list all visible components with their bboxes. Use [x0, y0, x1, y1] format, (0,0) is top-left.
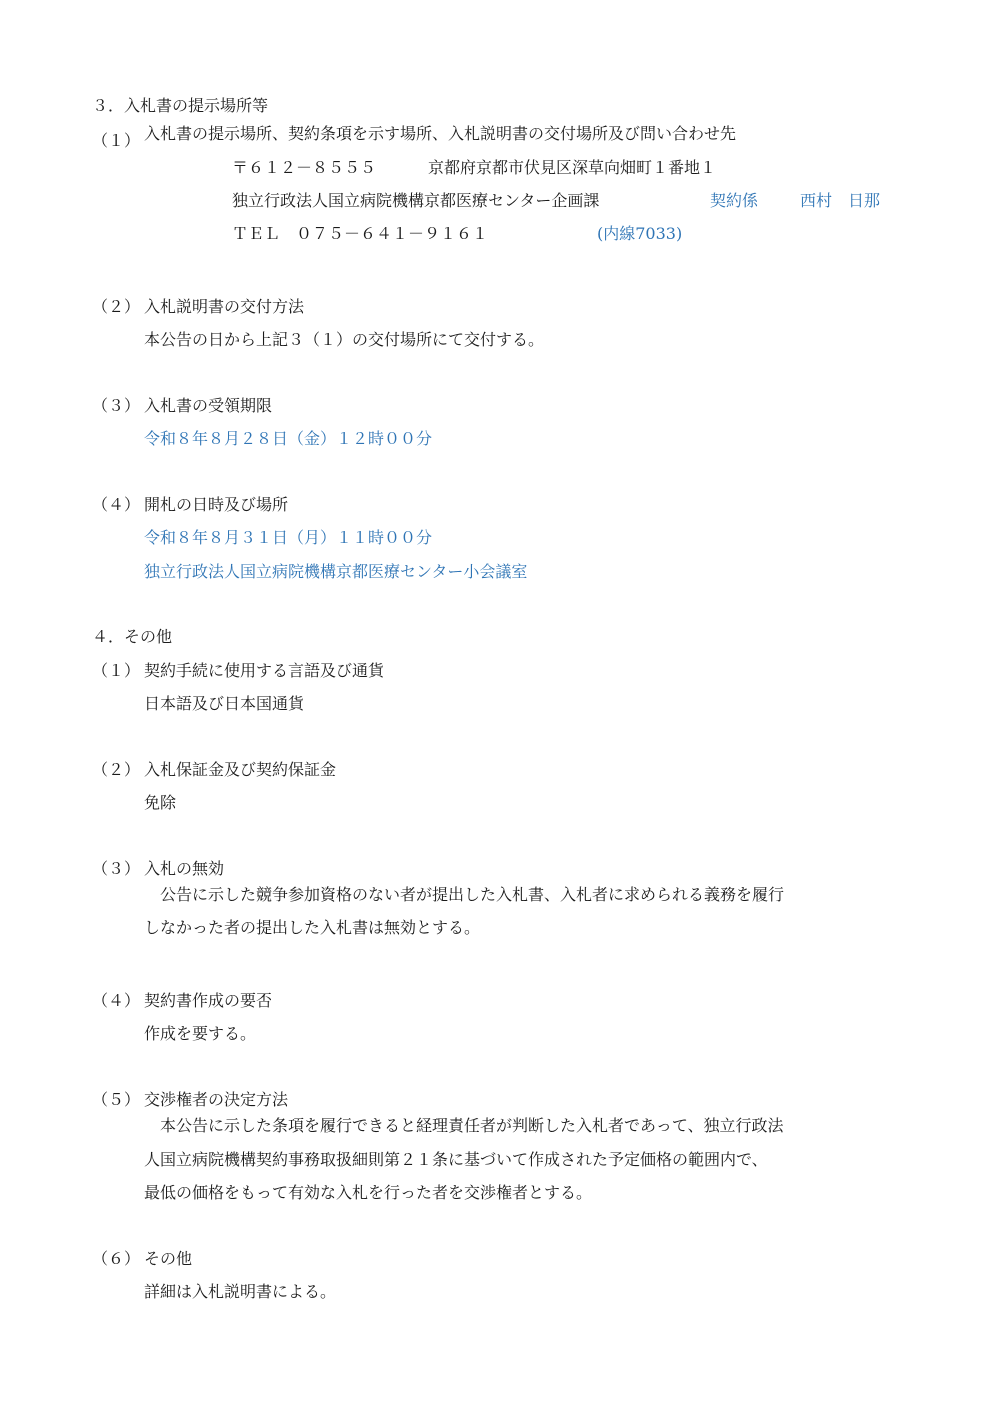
item-4-1-body: 日本語及び日本国通貨 — [144, 694, 305, 713]
address: 京都府京都市伏見区深草向畑町１番地１ — [428, 158, 717, 177]
item-4-4-label: （４） — [92, 991, 141, 1010]
item-4-2-title: 入札保証金及び契約保証金 — [144, 760, 337, 779]
item-4-3-line2: しなかった者の提出した入札書は無効とする。 — [144, 918, 481, 937]
telephone: ＴＥＬ ０７５－６４１－９１６１ — [232, 224, 489, 243]
contact-person: 西村 日那 — [800, 191, 881, 210]
item-3-1-title: 入札書の提示場所、契約条項を示す場所、入札説明書の交付場所及び問い合わせ先 — [144, 124, 737, 143]
item-4-2-label: （２） — [92, 760, 141, 779]
postal-code: 〒６１２－８５５５ — [232, 158, 377, 177]
item-4-5-line2: 人国立病院機構契約事務取扱細則第２１条に基づいて作成された予定価格の範囲内で、 — [144, 1150, 768, 1169]
item-3-2-title: 入札説明書の交付方法 — [144, 297, 305, 316]
item-4-4-title: 契約書作成の要否 — [144, 991, 273, 1010]
item-3-4-title: 開札の日時及び場所 — [144, 495, 289, 514]
extension: (内線7033) — [597, 224, 683, 243]
item-4-6-body: 詳細は入札説明書による。 — [144, 1282, 337, 1301]
item-3-1-label: （１） — [92, 131, 141, 150]
deadline-datetime: 令和８年８月２８日（金）１２時００分 — [144, 429, 433, 448]
section-4-heading: ４．その他 — [92, 627, 173, 646]
item-4-1-title: 契約手続に使用する言語及び通貨 — [144, 661, 385, 680]
item-4-6-title: その他 — [144, 1249, 193, 1268]
item-4-3-line1: 公告に示した競争参加資格のない者が提出した入札書、入札者に求められる義務を履行 — [160, 885, 785, 904]
item-4-5-label: （５） — [92, 1090, 141, 1109]
organization: 独立行政法人国立病院機構京都医療センター企画課 — [232, 191, 600, 210]
item-4-5-line3: 最低の価格をもって有効な入札を行った者を交渉権者とする。 — [144, 1183, 593, 1202]
item-4-4-body: 作成を要する。 — [144, 1024, 257, 1043]
item-4-5-line1: 本公告に示した条項を履行できると経理責任者が判断した入札者であって、独立行政法 — [160, 1116, 784, 1135]
item-3-3-title: 入札書の受領期限 — [144, 396, 273, 415]
section-3-heading: ３．入札書の提示場所等 — [92, 96, 269, 115]
item-4-5-title: 交渉権者の決定方法 — [144, 1090, 289, 1109]
opening-place: 独立行政法人国立病院機構京都医療センター小会議室 — [144, 562, 528, 581]
section-name: 契約係 — [710, 191, 759, 210]
item-3-4-label: （４） — [92, 495, 141, 514]
opening-datetime: 令和８年８月３１日（月）１１時００分 — [144, 528, 433, 547]
item-3-2-label: （２） — [92, 297, 141, 316]
item-4-2-body: 免除 — [144, 793, 177, 812]
item-3-2-body: 本公告の日から上記３（１）の交付場所にて交付する。 — [144, 330, 545, 349]
item-4-3-title: 入札の無効 — [144, 859, 225, 878]
item-4-3-label: （３） — [92, 859, 141, 878]
item-3-3-label: （３） — [92, 396, 141, 415]
item-4-1-label: （１） — [92, 661, 141, 680]
item-4-6-label: （６） — [92, 1249, 141, 1268]
